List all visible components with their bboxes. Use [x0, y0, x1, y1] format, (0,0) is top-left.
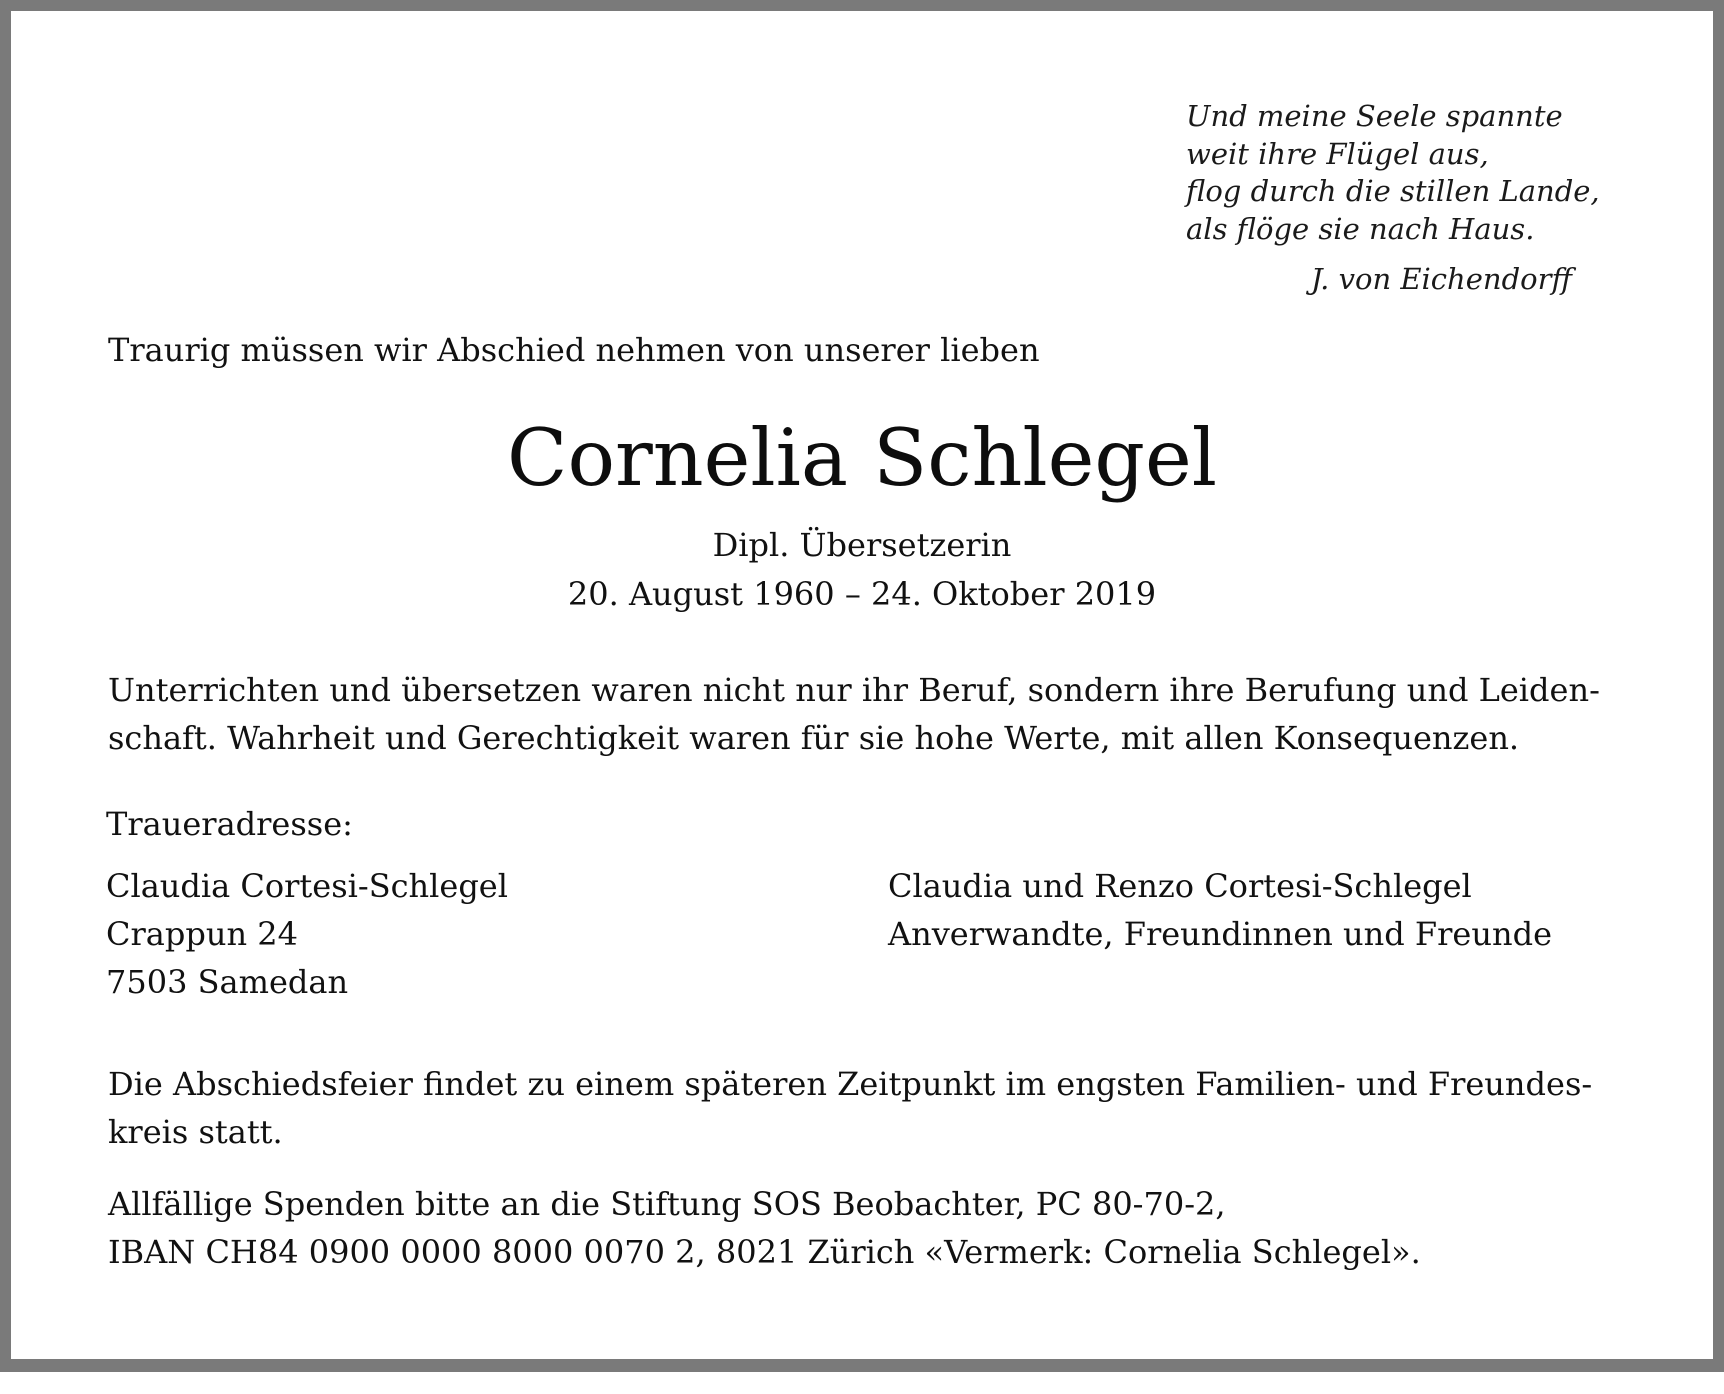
mourner-line: Anverwandte, Freundinnen und Freunde: [888, 915, 1552, 953]
donations-line: Allfällige Spenden bitte an die Stiftung SOS Beobachter, PC 80-70-2,: [108, 1185, 1226, 1223]
address-line: 7503 Samedan: [106, 963, 349, 1001]
intro-text: Traurig müssen wir Abschied nehmen von unserer lieben: [108, 331, 1040, 369]
mourner-line: Claudia und Renzo Cortesi-Schlegel: [888, 867, 1472, 905]
life-dates: 20. August 1960 – 24. Oktober 2019: [567, 575, 1157, 613]
ceremony-paragraph: [108, 1060, 1592, 1156]
address-line: Claudia Cortesi-Schlegel: [106, 867, 508, 905]
deceased-profession: Dipl. Übersetzerin: [712, 526, 1012, 564]
ceremony-line: Die Abschiedsfeier findet zu einem späteren Zeitpunkt im engsten Familien- und Freundes-: [108, 1065, 1593, 1103]
donations-paragraph: [108, 1180, 1421, 1276]
poem-line: weit ihre Flügel aus,: [1186, 136, 1489, 171]
mourning-address: [106, 862, 508, 1006]
poem-line: flog durch die stillen Lande,: [1186, 174, 1600, 208]
donations-line: IBAN CH84 0900 0000 8000 0070 2, 8021 Zürich «Vermerk: Cornelia Schlegel».: [108, 1233, 1421, 1271]
tribute-paragraph: [108, 666, 1600, 762]
address-line: Crappun 24: [106, 915, 298, 953]
poem-line: Und meine Seele spannte: [1186, 99, 1563, 133]
mourners-list: [888, 862, 1552, 958]
poem-quote: [1186, 98, 1600, 248]
deceased-name: Cornelia Schlegel: [507, 412, 1217, 504]
page-margin: [0, 1372, 1724, 1394]
ceremony-line: kreis statt.: [108, 1113, 283, 1151]
tribute-line: schaft. Wahrheit und Gerechtigkeit waren für sie hohe Werte, mit allen Konsequenzen.: [108, 719, 1520, 757]
poem-line: als flöge sie nach Haus.: [1186, 211, 1535, 246]
address-label: Traueradresse:: [106, 805, 353, 843]
tribute-line: Unterrichten und übersetzen waren nicht nur ihr Beruf, sondern ihre Berufung und Leiden-: [108, 671, 1600, 709]
poem-author: J. von Eichendorff: [1310, 262, 1572, 296]
